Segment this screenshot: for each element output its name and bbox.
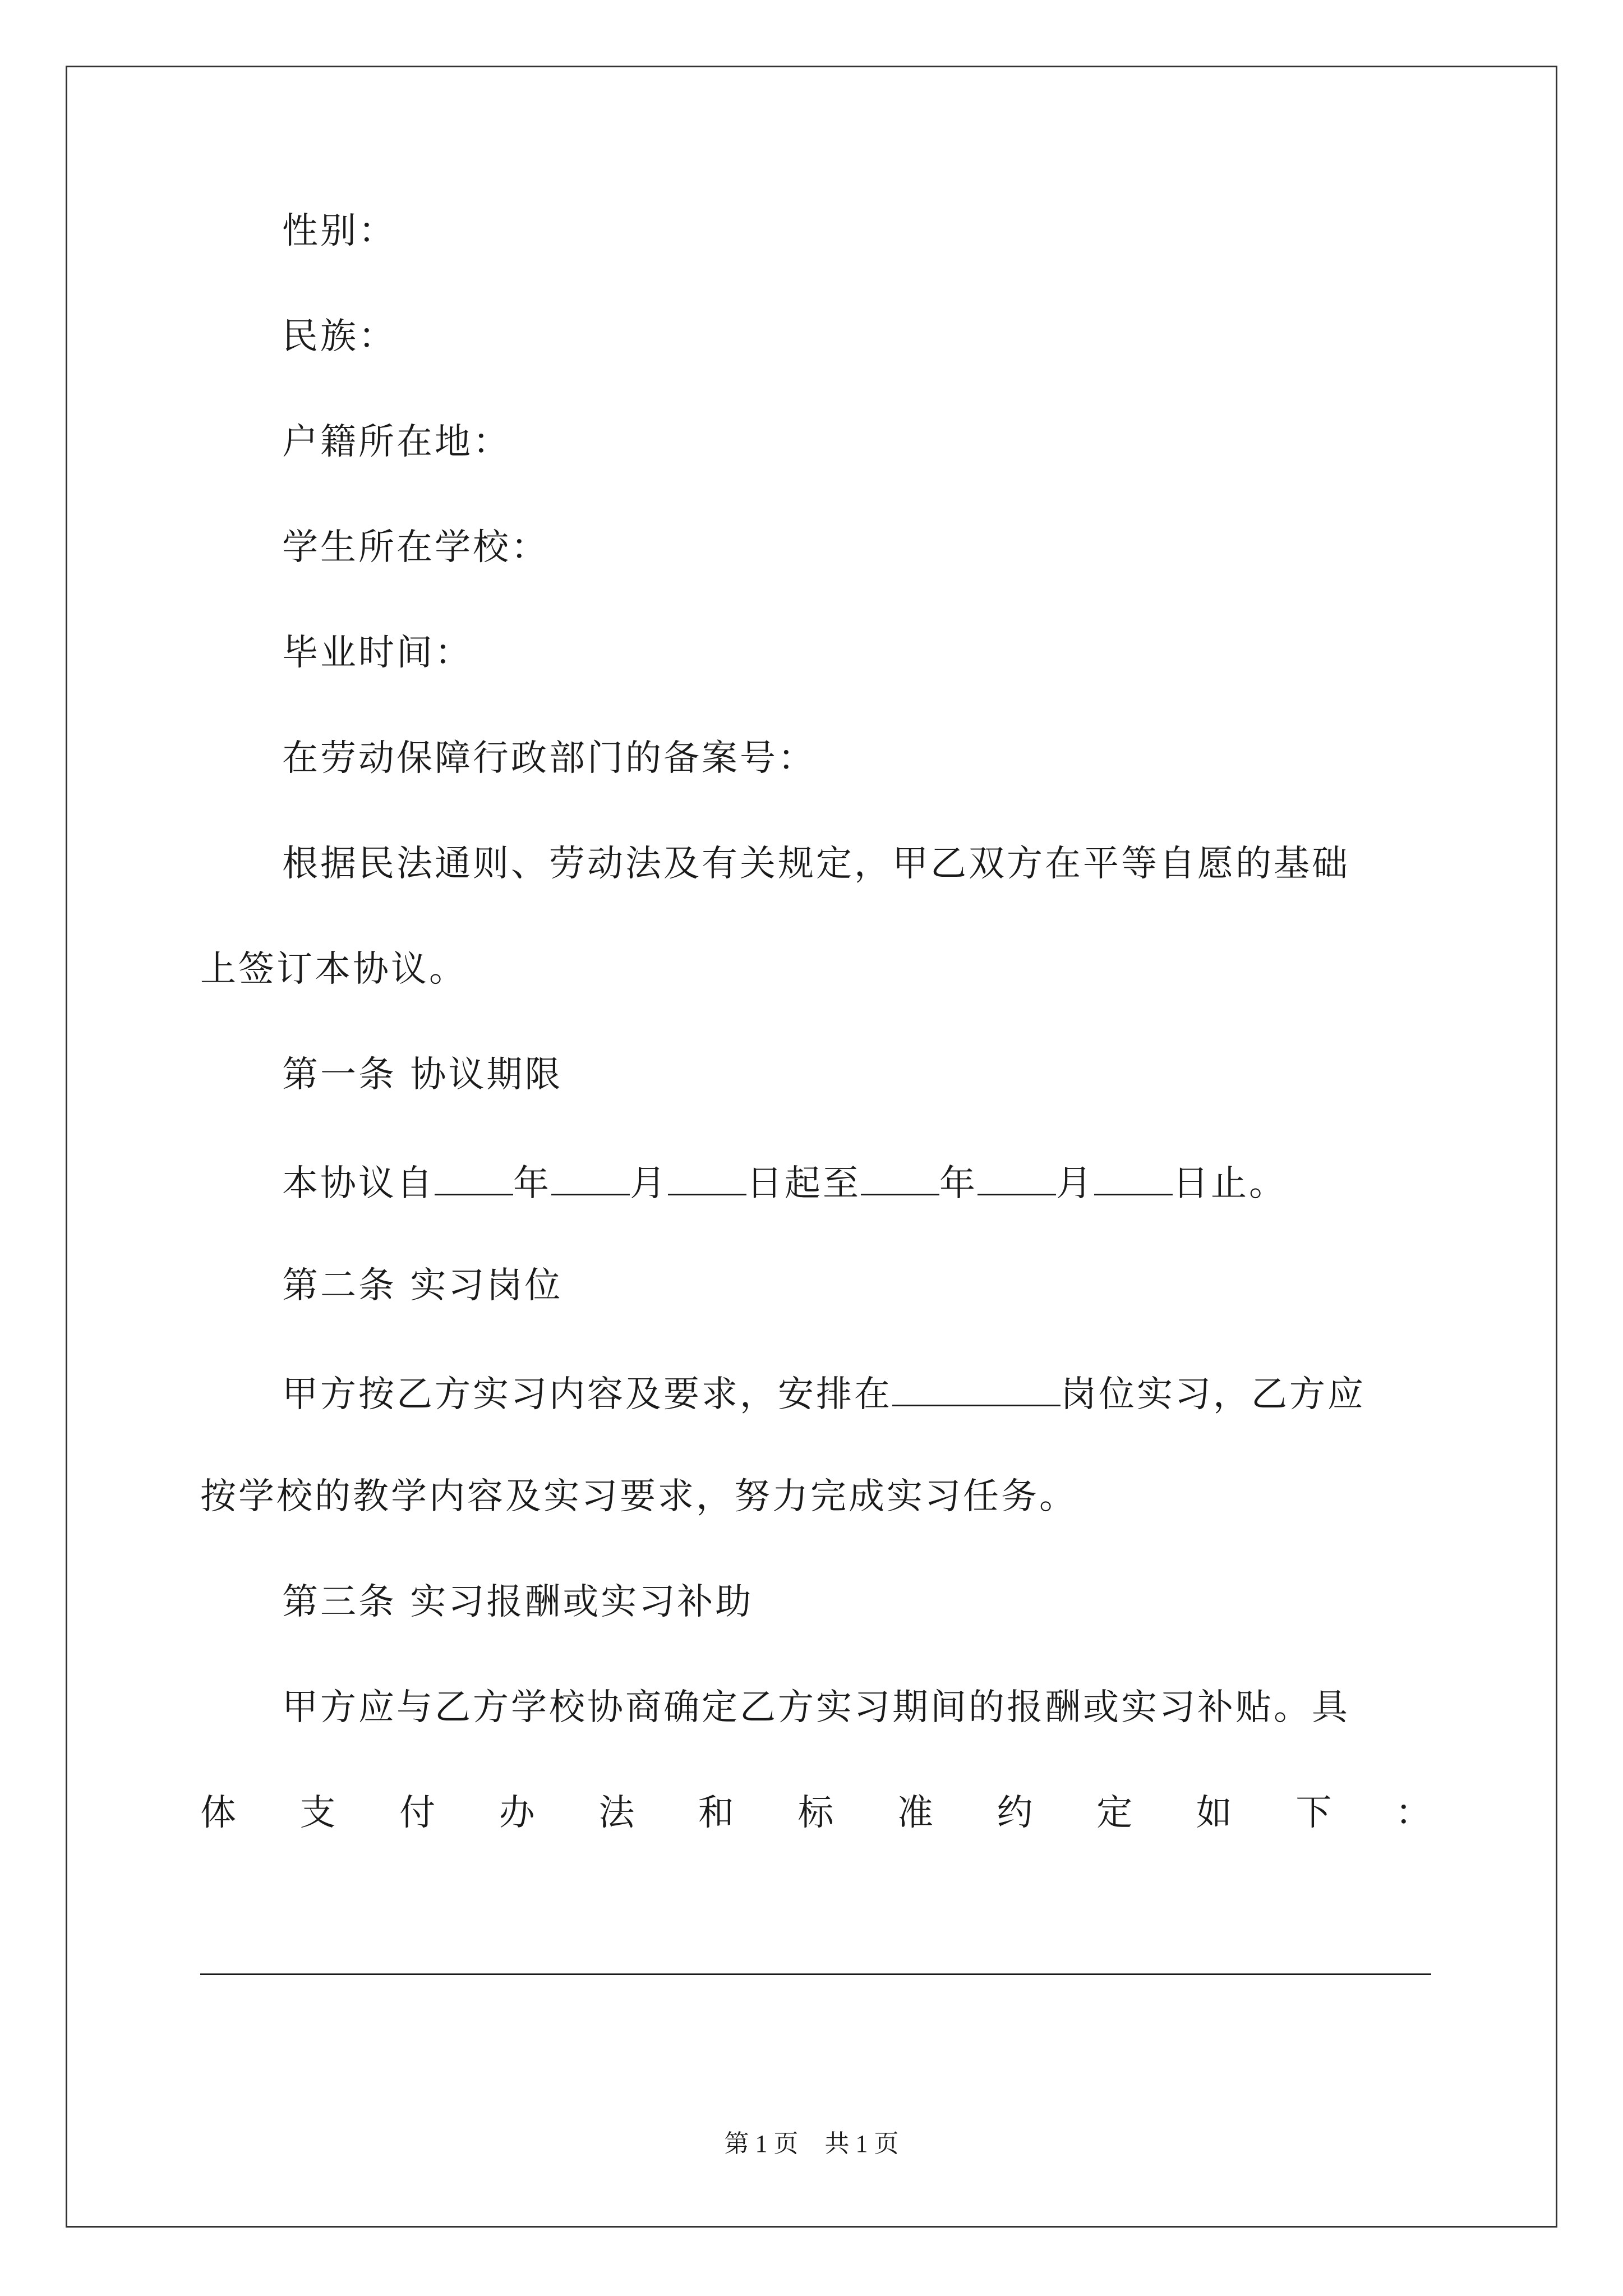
field-graduation-time xyxy=(200,632,473,674)
start-year-blank[interactable] xyxy=(435,1162,513,1195)
article3-char: 付 xyxy=(399,1792,436,1834)
field-ethnicity xyxy=(200,316,396,357)
article2-line2 xyxy=(200,1476,1077,1517)
article3-char: 定 xyxy=(1096,1792,1133,1834)
start-day-blank[interactable] xyxy=(668,1162,746,1195)
field-school-label: 学生所在学校： xyxy=(282,527,549,568)
term-text-end: 日止。 xyxy=(1173,1163,1287,1204)
end-day-blank[interactable] xyxy=(1094,1162,1173,1195)
page-number: 第 1 页 xyxy=(724,2130,799,2157)
page-border xyxy=(66,66,1557,2228)
article3-char: 如 xyxy=(1196,1792,1232,1834)
page-total: 共 1 页 xyxy=(824,2130,899,2157)
field-household-registration xyxy=(200,421,511,463)
article3-text-a: 甲方应与乙方学校协商确定乙方实习期间的报酬或实习补贴。具 xyxy=(282,1687,1350,1728)
basis-paragraph-line2 xyxy=(200,949,467,990)
term-text-month-2: 月 xyxy=(1056,1163,1094,1204)
article2-text-b: 岗位实习，乙方应 xyxy=(1061,1374,1366,1415)
article3-char: 标 xyxy=(797,1792,834,1834)
article1-term-line xyxy=(200,1162,1287,1202)
article3-char: 体 xyxy=(200,1792,236,1834)
page-footer xyxy=(0,2123,1623,2159)
field-household-registration-label: 户籍所在地： xyxy=(282,421,511,463)
field-gender-label: 性别： xyxy=(282,210,396,252)
article3-char: 办 xyxy=(499,1792,535,1834)
payment-terms-blank-line[interactable] xyxy=(200,1973,1431,1975)
position-blank[interactable] xyxy=(892,1373,1061,1406)
article3-char: 和 xyxy=(698,1792,734,1834)
term-text-year: 年 xyxy=(513,1163,551,1204)
start-month-blank[interactable] xyxy=(551,1162,630,1195)
term-text-start: 本协议自 xyxy=(282,1163,435,1204)
field-filing-number xyxy=(200,738,816,779)
field-school xyxy=(200,527,549,568)
field-filing-number-label: 在劳动保障行政部门的备案号： xyxy=(282,738,816,779)
field-ethnicity-label: 民族： xyxy=(282,316,396,357)
field-graduation-time-label: 毕业时间： xyxy=(282,632,473,674)
article3-title: 第三条 实习报酬或实习补助 xyxy=(282,1581,754,1623)
end-year-blank[interactable] xyxy=(861,1162,939,1195)
field-gender xyxy=(200,210,396,252)
term-text-until: 日起至 xyxy=(746,1163,861,1204)
term-text-year-2: 年 xyxy=(939,1163,978,1204)
article3-heading xyxy=(200,1581,754,1623)
article3-char: 法 xyxy=(598,1792,635,1834)
article1-heading xyxy=(200,1054,563,1096)
article3-line1 xyxy=(200,1687,1350,1728)
article3-char: 准 xyxy=(897,1792,934,1834)
article2-text-a: 甲方按乙方实习内容及要求，安排在 xyxy=(282,1374,892,1415)
basis-text-2: 上签订本协议。 xyxy=(200,949,467,990)
article2-heading xyxy=(200,1265,563,1306)
article1-title: 第一条 协议期限 xyxy=(282,1054,563,1096)
end-month-blank[interactable] xyxy=(978,1162,1056,1195)
term-text-month: 月 xyxy=(630,1163,668,1204)
basis-text-1: 根据民法通则、劳动法及有关规定，甲乙双方在平等自愿的基础 xyxy=(282,843,1350,885)
article2-text-c: 按学校的教学内容及实习要求，努力完成实习任务。 xyxy=(200,1476,1077,1517)
article3-line2 xyxy=(200,1792,1431,1834)
basis-paragraph-line1 xyxy=(200,843,1350,885)
article3-char: ： xyxy=(1395,1792,1431,1834)
article2-title: 第二条 实习岗位 xyxy=(282,1265,563,1306)
article3-char: 约 xyxy=(997,1792,1033,1834)
article3-char: 下 xyxy=(1295,1792,1332,1834)
article3-char: 支 xyxy=(299,1792,336,1834)
article2-line1 xyxy=(200,1373,1366,1415)
